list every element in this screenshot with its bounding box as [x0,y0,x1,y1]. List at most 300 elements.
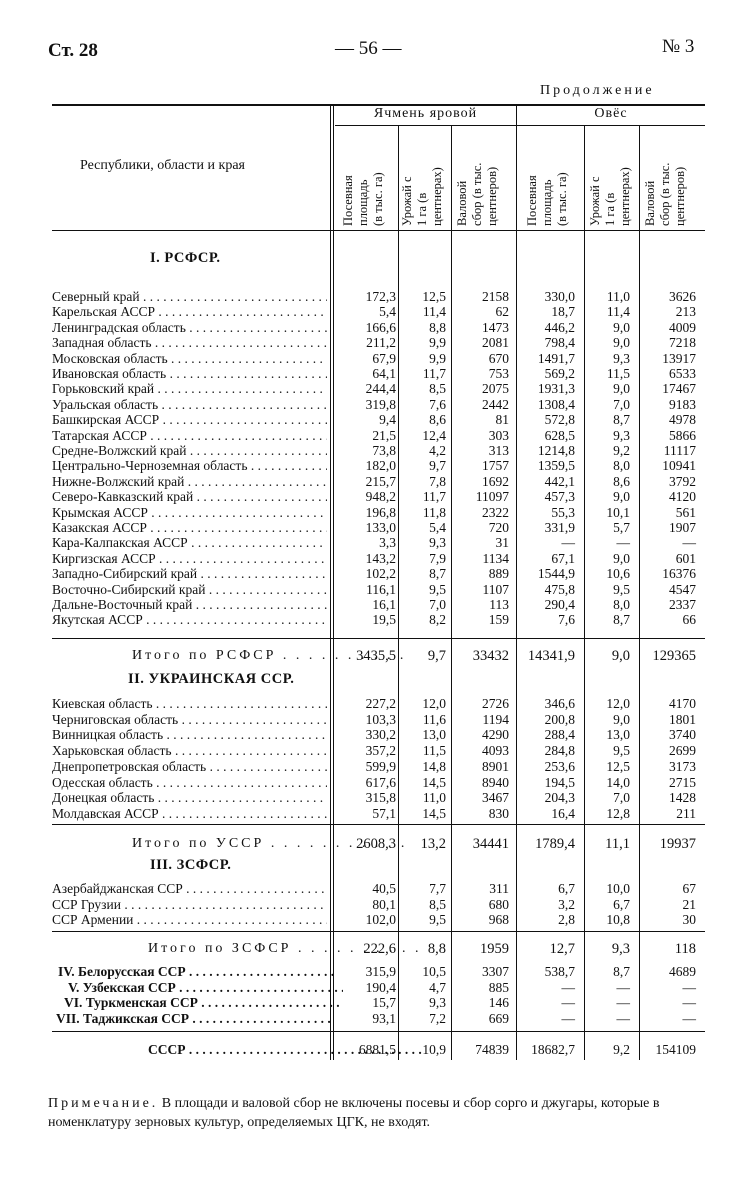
cell-value: 5,4 [429,520,446,535]
cell-value: 8940 [482,774,509,790]
cell-value: 4290 [482,727,509,743]
cell-value: 9,9 [429,350,446,366]
row-label: Черниговская область . . . [52,712,327,728]
row-label: IV. Белорусская ССР . . . [58,964,333,980]
cell-value: 1801 [669,711,696,727]
cell-value: 330,0 [544,289,575,304]
cell-value: 227,2 [365,696,396,711]
cell-value: 313 [488,443,509,458]
row-label: Западно-Сибирский край . . . [52,566,327,582]
cell-value: 1789,4 [535,836,575,852]
row-label: Средне-Волжский край . . . [52,443,327,459]
cell-value: — [682,995,696,1011]
row-label: Донецкая область . . . [52,790,327,806]
table-row [52,995,705,1011]
cell-value: 81 [495,412,509,428]
cell-value: 11,5 [422,743,446,759]
cell-value: 889 [488,566,509,582]
cell-value: 572,8 [544,412,575,428]
table-row [52,881,705,897]
cell-value: — [616,995,630,1011]
cell-value: 11,0 [606,289,630,304]
cell-value: 9,0 [613,711,630,727]
row-label: Уральская область . . . [52,397,327,413]
cell-value: 11,6 [422,711,446,727]
cell-value: 9,2 [613,1042,630,1057]
table-row [52,397,705,413]
cell-value: 10,5 [422,964,446,979]
cell-value: 80,1 [372,896,396,912]
cell-value: 9,3 [429,995,446,1011]
row-label: VI. Туркменская ССР . . . [64,995,339,1011]
table-row [52,897,705,913]
cell-value: 319,8 [365,396,396,412]
zsfsr-total-rule [52,931,705,932]
cell-value: 9,0 [611,648,630,664]
table-row [52,320,705,336]
cell-value: 21,5 [372,427,396,443]
table-row [52,964,705,980]
cell-value: 11097 [475,489,509,505]
cell-value: 669 [488,1011,509,1027]
cell-value: 244,4 [365,381,396,397]
cell-value: 9183 [669,396,696,412]
table-row [52,458,705,474]
cell-value: 8,2 [429,612,446,628]
section-ukr: II. УКРАИНСКАЯ ССР. [128,671,295,687]
cell-value: 9,9 [429,335,446,351]
cell-value: 14,5 [422,774,446,790]
cell-value: 3435,5 [356,648,396,664]
row-label: Московская область . . . [52,351,327,367]
table-row [52,790,705,806]
cell-value: — [561,995,575,1011]
cell-value: 12,8 [606,805,630,821]
cell-value: 103,3 [365,711,396,727]
page-number: — 56 — [335,38,402,59]
cell-value: 67,9 [372,350,396,366]
cell-value: 1692 [482,473,509,489]
cell-value: 4170 [669,696,696,711]
row-label: Татарская АССР . . . [52,428,327,444]
table-row [52,727,705,743]
total-row [52,836,705,852]
cell-value: 3740 [669,727,696,743]
cell-value: 40,5 [372,881,396,896]
row-label: Киргизская АССР . . . [52,551,327,567]
cell-value: 5,7 [613,520,630,535]
cell-value: 64,1 [372,366,396,381]
row-label: Итого по УССР . . . [132,836,407,852]
row-label: СССР . . . [148,1042,423,1058]
cell-value: 204,3 [544,790,575,806]
row-label: Восточно-Сибирский край . . . [52,582,327,598]
cell-value: 55,3 [551,504,575,520]
cell-value: 288,4 [544,727,575,743]
cell-value: 2,8 [558,912,575,928]
row-label: Карельская АССР . . . [52,304,327,320]
cell-value: 601 [675,550,696,566]
cell-value: 66 [682,612,696,628]
grand-total-rule [52,1031,705,1032]
cell-value: 166,6 [365,319,396,335]
cell-value: 2726 [482,696,509,711]
col-header-area-barley: Посевная площадь (в тыс. га) [341,172,385,226]
cell-value: 4689 [669,964,696,979]
cell-value: 9,5 [613,581,630,597]
cell-value: 2075 [482,381,509,397]
cell-value: 617,6 [365,774,396,790]
cell-value: — [616,1011,630,1027]
row-label: Крымская АССР . . . [52,505,327,521]
cell-value: 2322 [482,504,509,520]
cell-value: 21 [682,896,696,912]
cell-value: 73,8 [372,443,396,458]
cell-value: 9,7 [429,458,446,474]
cell-value: — [561,535,575,551]
cell-value: 4547 [669,581,696,597]
row-label: Якутская АССР . . . [52,612,327,628]
cell-value: 6,7 [613,896,630,912]
cell-value: 211 [676,805,696,821]
row-label: Северо-Кавказский край . . . [52,489,327,505]
cell-value: 12,0 [422,696,446,711]
cell-value: 4093 [482,743,509,759]
row-label: Одесская область . . . [52,775,327,791]
cell-value: 7,0 [613,790,630,806]
cell-value: 561 [675,504,696,520]
cell-value: 14,5 [422,805,446,821]
cell-value: 1757 [482,458,509,474]
cell-value: — [682,979,696,995]
table-row [52,412,705,428]
table-row [52,612,705,628]
table-row [52,759,705,775]
cell-value: 1931,3 [537,381,575,397]
cell-value: 113 [489,597,509,612]
cell-value: 8,7 [613,412,630,428]
cell-value: 9,5 [429,581,446,597]
row-label: Ивановская область . . . [52,366,327,382]
cell-value: 284,8 [544,743,575,759]
cell-value: 154109 [655,1042,696,1057]
row-label: VII. Таджикская ССР . . . [56,1011,331,1027]
cell-value: 3173 [669,758,696,774]
cell-value: 31 [495,535,509,551]
row-label: Азербайджанская ССР . . . [52,881,327,897]
cell-value: 2337 [669,597,696,612]
cell-value: 1214,8 [537,443,575,458]
row-label: ССР Армении . . . [52,912,327,928]
cell-value: 9,3 [613,350,630,366]
table-row [52,1042,705,1058]
table-row [52,381,705,397]
cell-value: — [616,535,630,551]
cell-value: 346,6 [544,696,575,711]
cell-value: 253,6 [544,758,575,774]
table-row [52,582,705,598]
cell-value: 9,4 [379,412,396,428]
cell-value: 9,5 [429,912,446,928]
col-header-total-oats: Валовой сбор (в тыс. центнеров) [643,162,687,226]
table-row [52,980,705,996]
cell-value: 10941 [662,458,696,474]
total-row [52,941,705,957]
cell-value: 311 [489,881,509,896]
cell-value: 11,4 [606,304,630,320]
cell-value: — [682,535,696,551]
col-header-total-barley: Валовой сбор (в тыс. центнеров) [455,162,499,226]
cell-value: 2081 [482,335,509,351]
cell-value: 330,2 [365,727,396,743]
cell-value: 200,8 [544,711,575,727]
cell-value: 102,2 [365,566,396,582]
section-rsfsr: I. РСФСР. [150,250,221,266]
cell-value: 9,3 [611,941,630,957]
cell-value: 331,9 [544,520,575,535]
row-label: Ленинградская область . . . [52,320,327,336]
cell-value: 569,2 [544,366,575,381]
row-label: Итого по РСФСР . . . [132,648,407,664]
cell-value: 6881,5 [358,1042,396,1057]
cell-value: 7,7 [429,881,446,896]
cell-value: 7,2 [429,1011,446,1027]
cell-value: 315,9 [365,964,396,979]
cell-value: 8,7 [613,612,630,628]
cell-value: 11,7 [422,366,446,381]
row-label: Западная область . . . [52,335,327,351]
page-stamp: Ст. 28 [48,40,98,61]
row-label: V. Узбекская ССР . . . [68,980,343,996]
row-label: Дальне-Восточный край . . . [52,597,327,613]
cell-value: 10,9 [422,1042,446,1057]
cell-value: 9,0 [613,489,630,505]
cell-value: 159 [488,612,509,628]
cell-value: 19,5 [372,612,396,628]
row-label: Харьковская область . . . [52,743,327,759]
cell-value: 1194 [482,711,509,727]
cell-value: 1359,5 [537,458,575,474]
cell-value: 11,7 [422,489,446,505]
cell-value: 10,8 [606,912,630,928]
cell-value: 13917 [662,350,696,366]
table-row [52,335,705,351]
cell-value: 798,4 [544,335,575,351]
cell-value: 215,7 [365,473,396,489]
cell-value: 11,1 [605,836,630,852]
cell-value: 9,7 [427,648,446,664]
cell-value: 315,8 [365,790,396,806]
table-row [52,289,705,305]
cell-value: 720 [488,520,509,535]
cell-value: 1491,7 [537,350,575,366]
cell-value: 194,5 [544,774,575,790]
cell-value: 628,5 [544,427,575,443]
cell-value: 9,0 [613,335,630,351]
cell-value: 10,0 [606,881,630,896]
cell-value: 2442 [482,396,509,412]
cell-value: 2158 [482,289,509,304]
table-row [52,775,705,791]
table-row [52,566,705,582]
cell-value: 4009 [669,319,696,335]
row-label: Днепропетровская область . . . [52,759,327,775]
cell-value: 290,4 [544,597,575,612]
cell-value: 8,0 [613,597,630,612]
cell-value: 18,7 [551,304,575,320]
cell-value: 34441 [472,836,509,852]
cell-value: 3467 [482,790,509,806]
cell-value: 15,7 [372,995,396,1011]
cell-value: 182,0 [365,458,396,474]
cell-value: 146 [488,995,509,1011]
cell-value: 1107 [482,581,509,597]
cell-value: 2715 [669,774,696,790]
cell-value: 8,8 [427,941,446,957]
cell-value: 357,2 [365,743,396,759]
row-label: Нижне-Волжский край . . . [52,474,327,490]
row-label: Центрально-Черноземная область . . . [52,458,327,474]
ukr-total-rule [52,824,705,825]
table-row [52,806,705,822]
cell-value: 102,0 [365,912,396,928]
cell-value: 885 [488,979,509,995]
section-zsfsr: III. ЗСФСР. [150,857,232,873]
table-row [52,351,705,367]
cell-value: 222,6 [363,941,396,957]
table-row [52,505,705,521]
cell-value: 14,8 [422,758,446,774]
cell-value: 3626 [669,289,696,304]
cell-value: 5866 [669,427,696,443]
cell-value: 12,5 [422,289,446,304]
cell-value: 33432 [472,648,509,664]
cell-value: 74839 [475,1042,509,1057]
cell-value: 2699 [669,743,696,759]
row-label: Северный край . . . [52,289,327,305]
table-row [52,535,705,551]
cell-value: 213 [675,304,696,320]
row-label: Винницкая область . . . [52,727,327,743]
row-label: Итого по ЗСФСР . . . [148,941,423,957]
cell-value: 3792 [669,473,696,489]
table-row [52,912,705,928]
col-header-yield-oats: Урожай с 1 га (в центнерах) [588,167,632,226]
table-row [52,443,705,459]
cell-value: 12,5 [606,758,630,774]
cell-value: 3307 [482,964,509,979]
cell-value: 118 [674,941,696,957]
cell-value: 16,1 [372,597,396,612]
cell-value: 7,0 [613,396,630,412]
cell-value: 475,8 [544,581,575,597]
table-row [52,712,705,728]
row-label: Киевская область . . . [52,696,327,712]
cell-value: 9,5 [613,743,630,759]
stub-header: Республики, области и края [80,158,245,173]
group-header-oats: Овёс [594,106,628,121]
cell-value: 4978 [669,412,696,428]
cell-value: 7,0 [429,597,446,612]
issue-number: № 3 [662,36,695,57]
table-row [52,597,705,613]
cell-value: 14,0 [606,774,630,790]
cell-value: 1907 [669,520,696,535]
cell-value: 196,8 [365,504,396,520]
cell-value: 67,1 [551,550,575,566]
table-row [52,474,705,490]
cell-value: 3,2 [558,896,575,912]
cell-value: 303 [488,427,509,443]
cell-value: 8,5 [429,896,446,912]
cell-value: 1473 [482,319,509,335]
cell-value: 9,0 [613,550,630,566]
row-label: Казакская АССР . . . [52,520,327,536]
cell-value: 9,0 [613,381,630,397]
cell-value: 7,6 [558,612,575,628]
cell-value: 13,0 [606,727,630,743]
cell-value: 57,1 [372,805,396,821]
cell-value: 599,9 [365,758,396,774]
table-row [52,304,705,320]
footnote-text: В площади и валовой сбор не включены посевы и сбор сорго и джугары, которые в номенклатуру зерновых культур, определяемых ЦГК, не входят. [48,1096,660,1130]
cell-value: 11,8 [422,504,446,520]
rsfsr-total-rule [52,638,705,639]
table-row [52,489,705,505]
cell-value: 11,4 [422,304,446,320]
cell-value: 3,3 [379,535,396,551]
cell-value: 1544,9 [537,566,575,582]
cell-value: 670 [488,350,509,366]
total-row [52,648,705,664]
cell-value: 10,6 [606,566,630,582]
header-bottom-rule [52,230,705,231]
cell-value: 172,3 [365,289,396,304]
cell-value: 17467 [662,381,696,397]
table-row [52,1011,705,1027]
cell-value: 190,4 [365,979,396,995]
row-label: Башкирская АССР . . . [52,412,327,428]
cell-value: 18682,7 [531,1042,575,1057]
cell-value: 11,0 [422,790,446,806]
table-row [52,428,705,444]
cell-value: 67 [682,881,696,896]
cell-value: 30 [682,912,696,928]
cell-value: 968 [488,912,509,928]
cell-value: — [561,979,575,995]
cell-value: 13,2 [420,836,446,852]
cell-value: 12,4 [422,427,446,443]
cell-value: 8,0 [613,458,630,474]
group-rule [335,125,705,126]
row-label: Горьковский край . . . [52,381,327,397]
cell-value: 116,1 [366,581,396,597]
table-row [52,551,705,567]
cell-value: 446,2 [544,319,575,335]
cell-value: 442,1 [544,473,575,489]
cell-value: 129365 [652,648,696,664]
row-label: Кара-Калпакская АССР . . . [52,535,327,551]
cell-value: 143,2 [365,550,396,566]
col-header-area-oats: Посевная площадь (в тыс. га) [525,172,569,226]
cell-value: 1308,4 [537,396,575,412]
cell-value: 4,2 [429,443,446,458]
cell-value: 948,2 [365,489,396,505]
cell-value: 211,2 [366,335,396,351]
cell-value: 5,4 [379,304,396,320]
cell-value: — [616,979,630,995]
cell-value: 680 [488,896,509,912]
